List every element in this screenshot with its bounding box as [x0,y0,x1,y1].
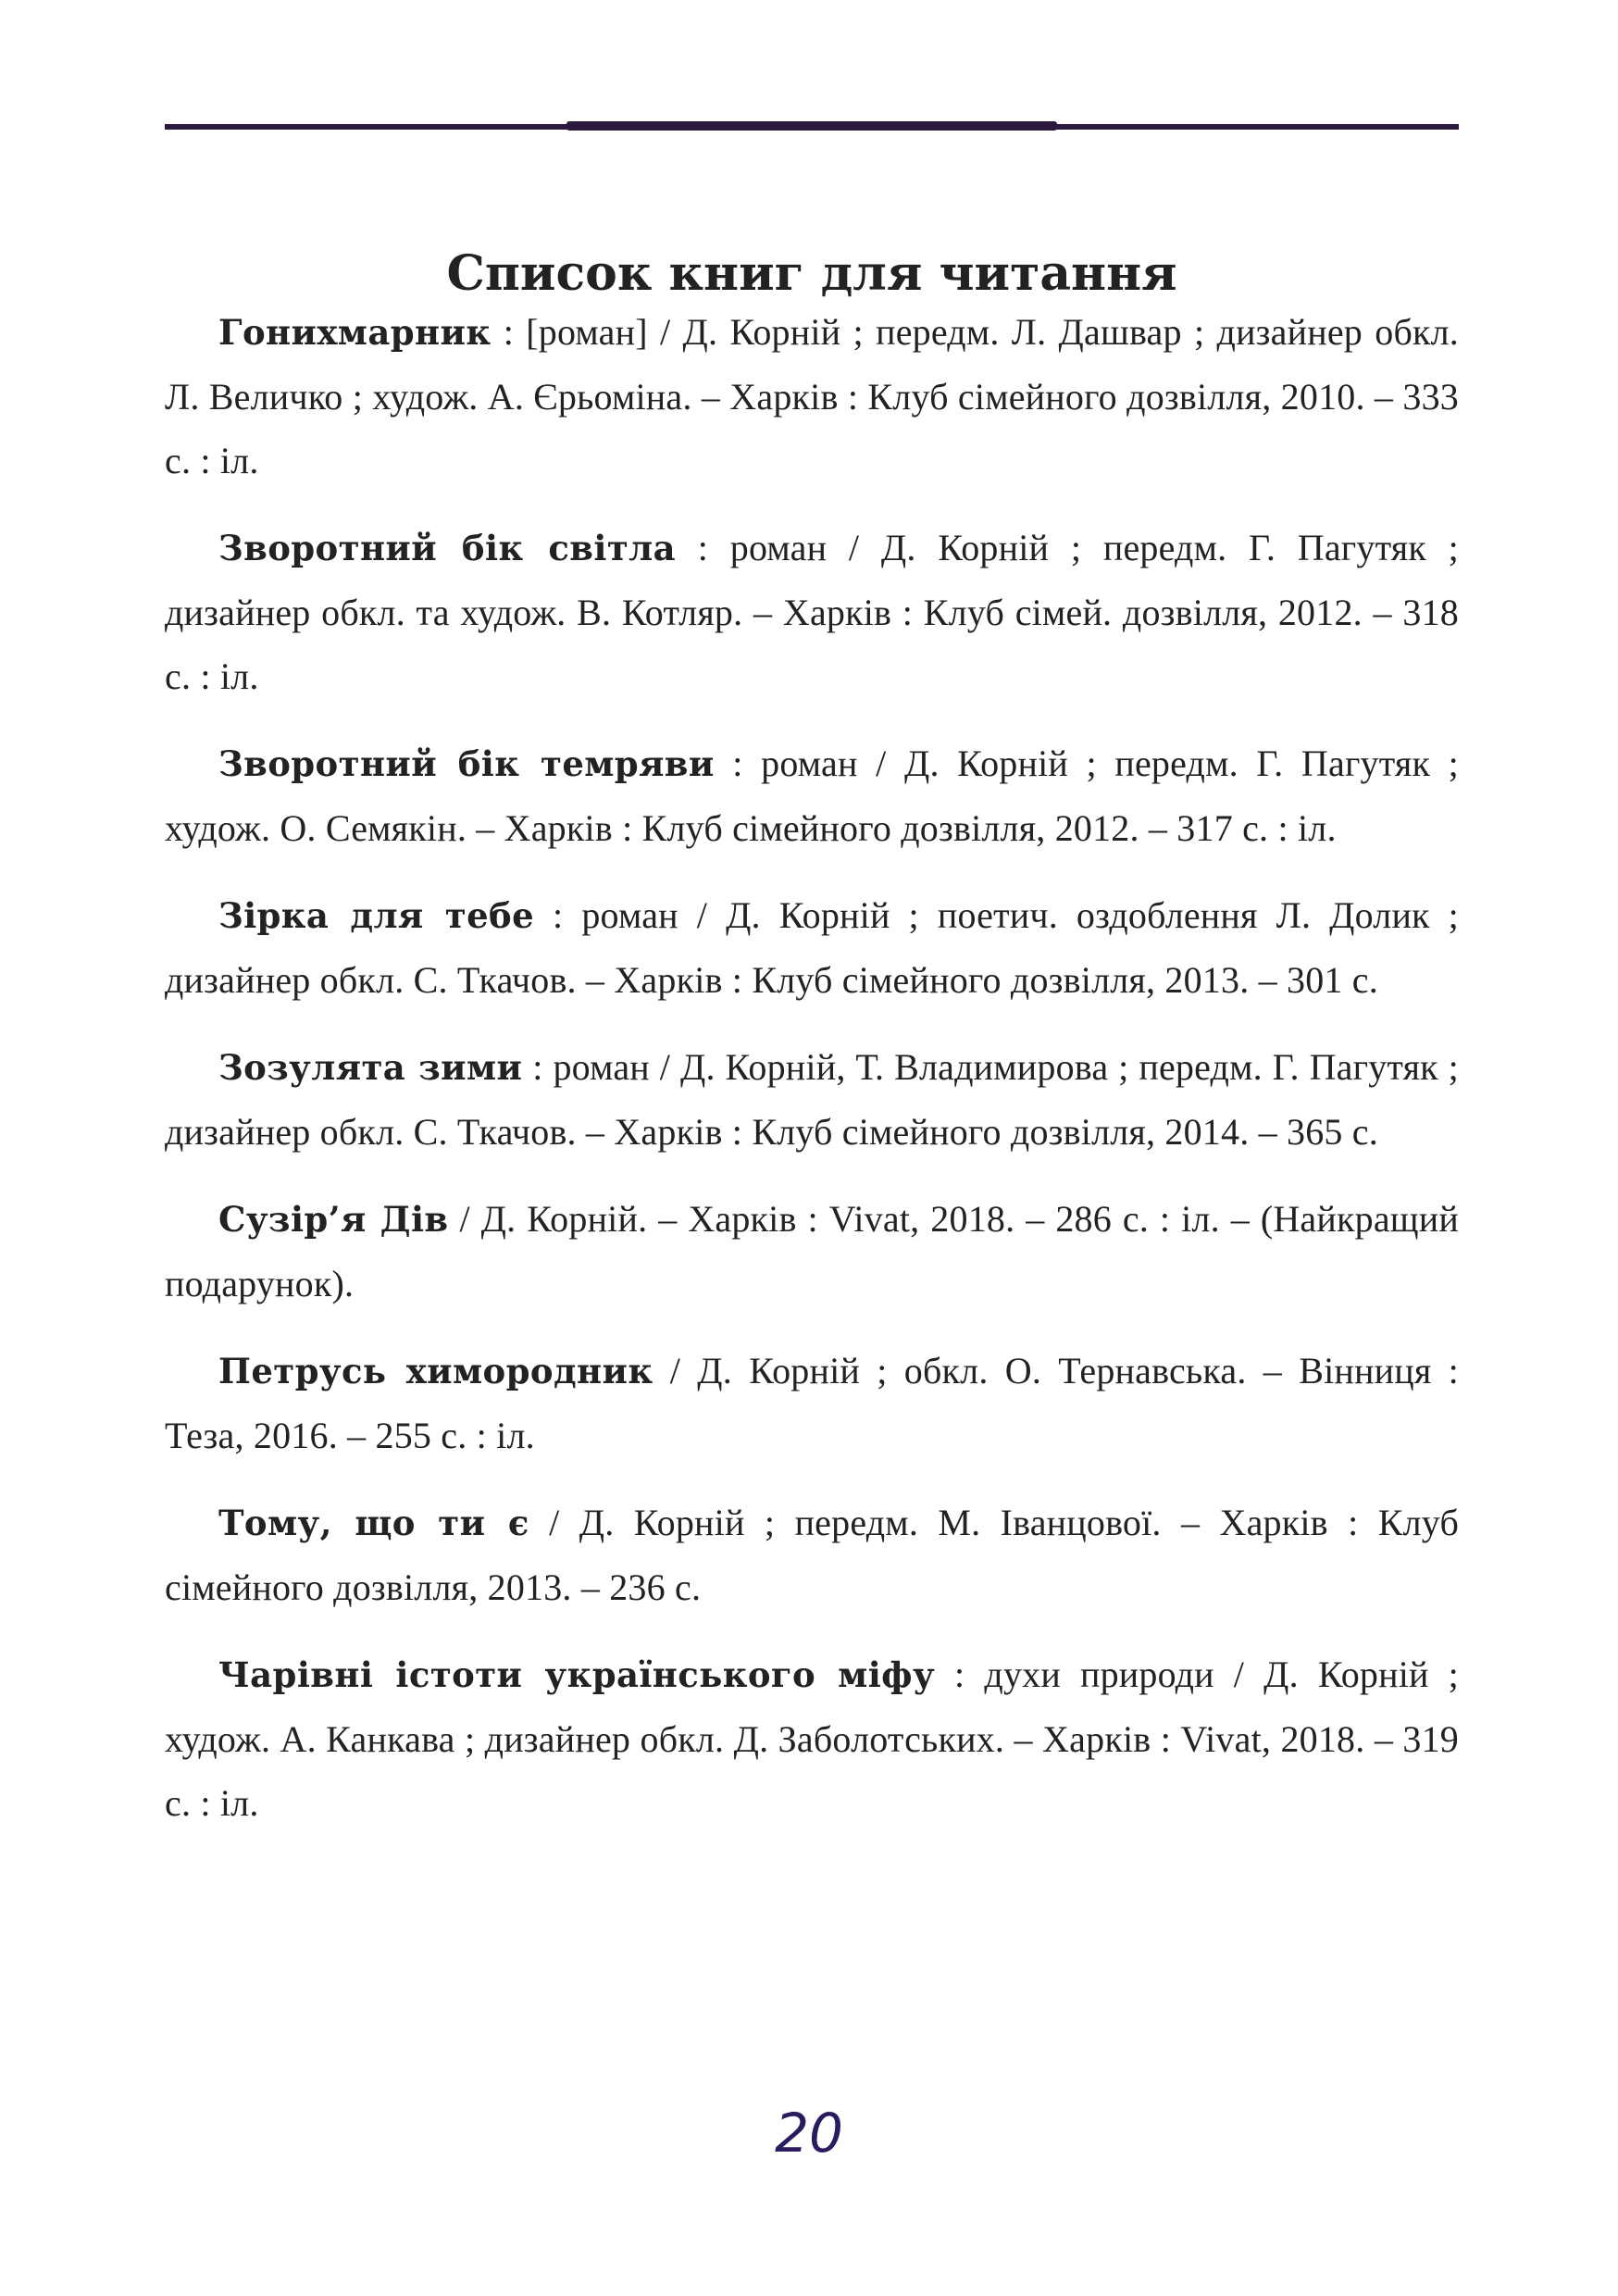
book-entry [165,731,1459,860]
book-entry [165,1035,1459,1164]
book-title: Зозулята зими [218,1047,523,1088]
book-title: Петрусь химородник [218,1351,653,1391]
book-list [165,300,1459,1858]
top-rule-center [566,121,1057,131]
book-title: Зірка для тебе [218,895,535,936]
book-entry [165,516,1459,708]
book-description: : духи природи / Д. Корній ; худож. А. Канкава ; дизайнер обкл. Д. Заболотських. – Харків : Vivat, 2018. – 319 с. : іл. [165,1653,1459,1824]
book-entry [165,1187,1459,1316]
book-description: / Д. Корній ; обкл. О. Тернавська. – Вінниця : Теза, 2016. – 255 с. : іл. [165,1350,1459,1456]
book-description: : роман / Д. Корній ; передм. Г. Пагутяк ; худож. О. Семякін. – Харків : Клуб сімейного дозвілля, 2012. – 317 с. : іл. [165,742,1459,849]
book-description: : роман / Д. Корній ; поетич. оздоблення Л. Долик ; дизайнер обкл. С. Ткачов. – Харків : Клуб сімейного дозвілля, 2013. – 301 с. [165,894,1459,1001]
book-description: / Д. Корній. – Харків : Vivat, 2018. – 286 с. : іл. – (Найкращий подарунок). [165,1198,1459,1304]
book-description: : роман / Д. Корній, Т. Владимирова ; передм. Г. Пагутяк ; дизайнер обкл. С. Ткачов. – Харків : Клуб сімейного дозвілля, 2014. – 365 с. [165,1046,1459,1153]
book-entry [165,300,1459,493]
book-entry [165,1642,1459,1835]
book-description: / Д. Корній ; передм. М. Іванцової. – Харків : Клуб сімейного дозвілля, 2013. – 236 с. [165,1502,1459,1608]
book-title: Зворотний бік темряви [218,743,715,784]
page-number: 20 [775,2102,843,2165]
book-entry [165,1491,1459,1619]
book-title: Гонихмарник [218,312,492,353]
book-description: : [роман] / Д. Корній ; передм. Л. Дашвар ; дизайнер обкл. Л. Величко ; худож. А. Єрьоміна. – Харків : Клуб сімейного дозвілля, 2010. – 333 с. : іл. [165,311,1459,481]
book-description: : роман / Д. Корній ; передм. Г. Пагутяк ; дизайнер обкл. та худож. В. Котляр. – Харків : Клуб сімей. дозвілля, 2012. – 318 с. : іл. [165,527,1459,697]
page-title: Список книг для читання [446,244,1177,302]
book-title: Чарівні істоти українського міфу [218,1654,936,1695]
book-title: Сузір’я Дів [218,1199,449,1240]
book-entry [165,1339,1459,1467]
book-title: Тому, що ти є [218,1503,529,1543]
book-title: Зворотний бік світла [218,528,677,568]
book-entry [165,883,1459,1012]
